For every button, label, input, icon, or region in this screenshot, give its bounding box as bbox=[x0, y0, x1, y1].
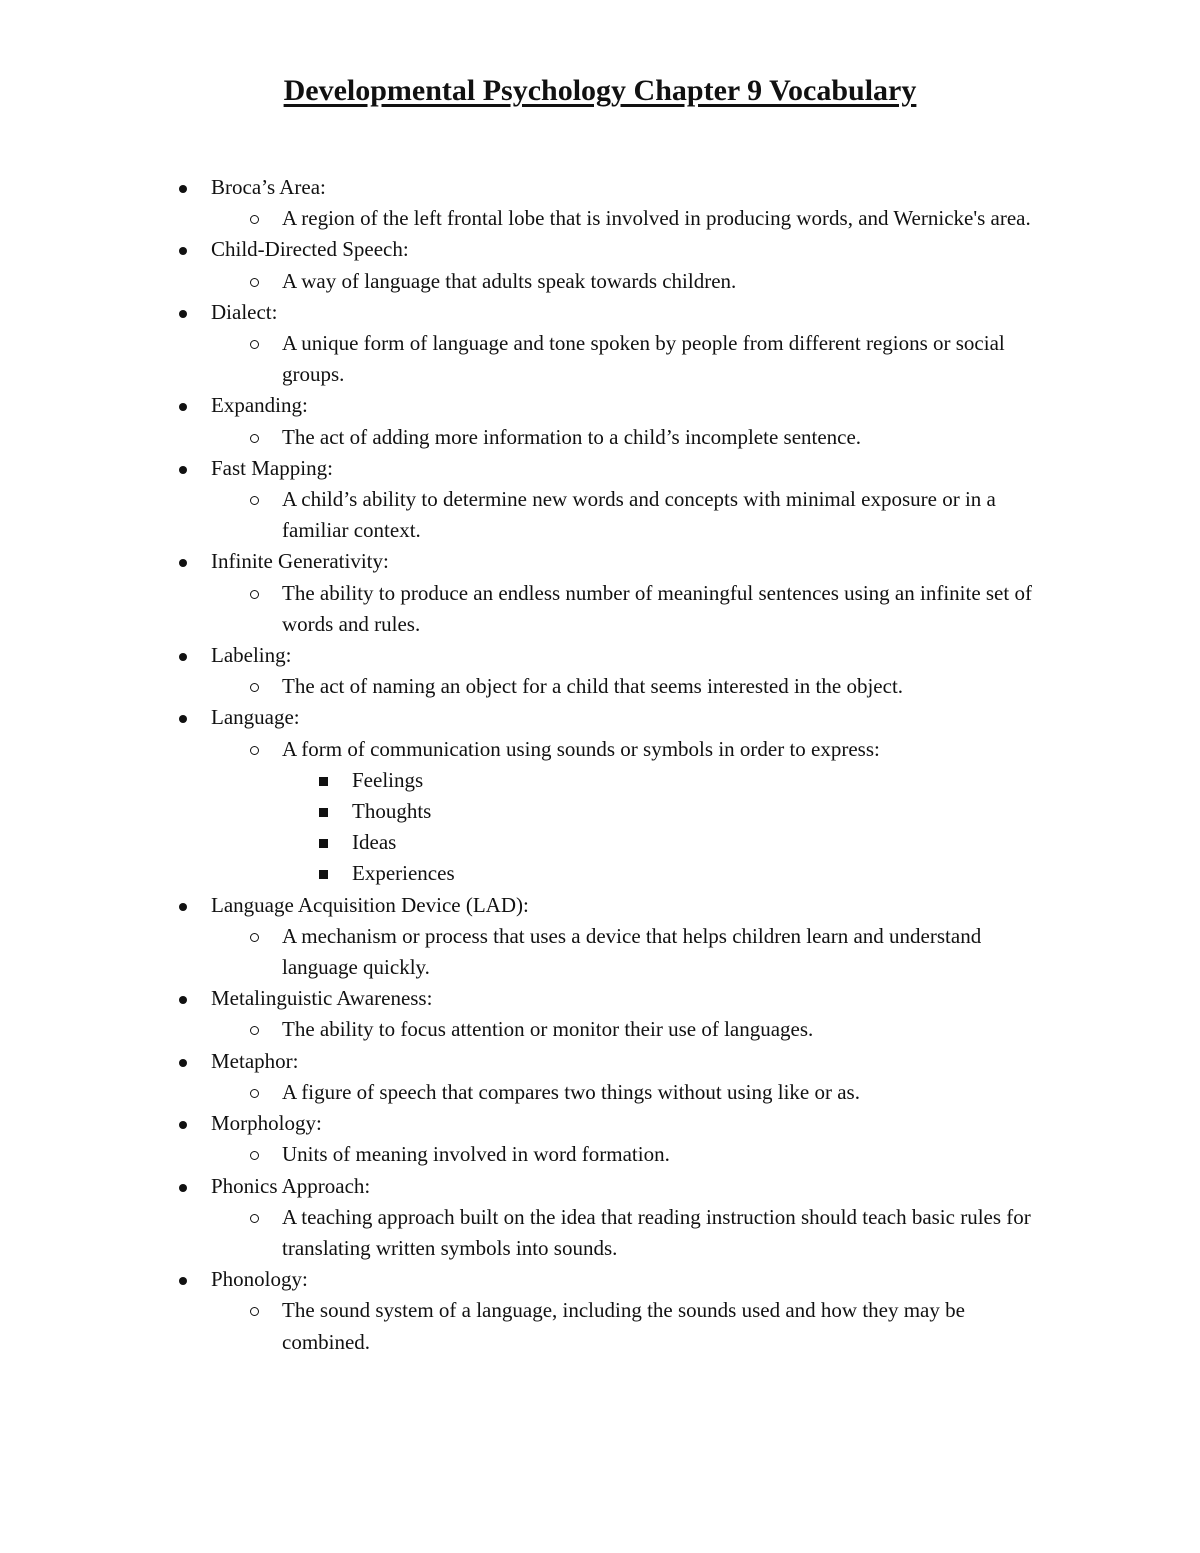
definition-item bbox=[0, 578, 1042, 640]
definition-text: The act of adding more information to a child’s incomplete sentence. bbox=[282, 424, 862, 449]
term-label: Fast Mapping: bbox=[211, 455, 333, 480]
bullet-icon bbox=[179, 903, 187, 911]
hollow-bullet-icon bbox=[250, 340, 259, 349]
sub-item bbox=[0, 827, 1042, 858]
list-item bbox=[0, 1171, 1200, 1265]
sub-item bbox=[0, 858, 1042, 889]
hollow-bullet-icon bbox=[250, 1151, 259, 1160]
definition-text: The ability to produce an endless number of meaningful sentences using an infinite set of words and rules. bbox=[282, 580, 1032, 636]
list-item bbox=[0, 1264, 1200, 1358]
bullet-icon bbox=[179, 1184, 187, 1192]
definition-item bbox=[0, 484, 1042, 546]
list-item bbox=[0, 234, 1200, 296]
bullet-icon bbox=[179, 403, 187, 411]
hollow-bullet-icon bbox=[250, 496, 259, 505]
list-item bbox=[0, 453, 1200, 547]
definition-text: The act of naming an object for a child that seems interested in the object. bbox=[282, 674, 904, 699]
definition-item bbox=[0, 1077, 1042, 1108]
list-item bbox=[0, 702, 1200, 889]
sub-item-text: Experiences bbox=[352, 861, 455, 886]
bullet-icon bbox=[179, 1277, 187, 1285]
term-label: Broca’s Area: bbox=[211, 175, 326, 199]
definition-text: A mechanism or process that uses a device that helps children learn and understand language quickly. bbox=[282, 923, 982, 980]
term-label: Infinite Generativity: bbox=[211, 549, 389, 574]
definition-text: The sound system of a language, including the sounds used and how they may be combined. bbox=[282, 1298, 965, 1354]
definition-item bbox=[0, 422, 1042, 453]
definition-item bbox=[0, 1014, 1042, 1045]
term-label: Dialect: bbox=[211, 299, 278, 324]
bullet-icon bbox=[179, 1121, 187, 1129]
hollow-bullet-icon bbox=[250, 215, 259, 224]
definition-text: A figure of speech that compares two things without using like or as. bbox=[282, 1079, 860, 1104]
term-label: Expanding: bbox=[211, 393, 308, 418]
term-label: Metaphor: bbox=[211, 1048, 299, 1073]
square-bullet-icon bbox=[319, 870, 328, 879]
bullet-icon bbox=[179, 653, 187, 661]
term-label: Labeling: bbox=[211, 643, 292, 668]
definition-text: A form of communication using sounds or symbols in order to express: bbox=[282, 736, 880, 761]
definition-text: Units of meaning involved in word formation. bbox=[282, 1142, 670, 1167]
sub-item bbox=[0, 765, 1042, 796]
term-label: Phonology: bbox=[211, 1267, 308, 1292]
definition-text: A child’s ability to determine new words and concepts with minimal exposure or in a familiar context. bbox=[282, 487, 996, 543]
definition-item bbox=[0, 734, 1042, 890]
list-item bbox=[0, 1108, 1200, 1170]
bullet-icon bbox=[179, 185, 187, 193]
list-item bbox=[0, 546, 1200, 640]
list-item bbox=[0, 983, 1200, 1045]
hollow-bullet-icon bbox=[250, 1089, 259, 1098]
definition-text: A teaching approach built on the idea that reading instruction should teach basic rules for translating written symbols into sounds. bbox=[282, 1204, 1031, 1260]
square-bullet-icon bbox=[319, 808, 328, 817]
definition-item bbox=[0, 1295, 1042, 1357]
square-bullet-icon bbox=[319, 839, 328, 848]
bullet-icon bbox=[179, 247, 187, 255]
term-label: Metalinguistic Awareness: bbox=[211, 986, 433, 1011]
square-bullet-icon bbox=[319, 777, 328, 786]
bullet-icon bbox=[179, 310, 187, 318]
definition-item bbox=[0, 1139, 1042, 1170]
hollow-bullet-icon bbox=[250, 1026, 259, 1035]
sub-item bbox=[0, 796, 1042, 827]
term-label: Child-Directed Speech: bbox=[211, 237, 409, 262]
term-label: Language Acquisition Device (LAD): bbox=[211, 892, 529, 917]
sub-item-text: Ideas bbox=[352, 830, 397, 855]
bullet-icon bbox=[179, 559, 187, 567]
definition-item bbox=[0, 671, 1042, 702]
hollow-bullet-icon bbox=[250, 683, 259, 692]
hollow-bullet-icon bbox=[250, 1307, 259, 1316]
list-item bbox=[0, 390, 1200, 452]
sub-item-text: Thoughts bbox=[352, 799, 432, 824]
definition-text: The ability to focus attention or monitor their use of languages. bbox=[282, 1017, 814, 1042]
hollow-bullet-icon bbox=[250, 278, 259, 287]
term-label: Morphology: bbox=[211, 1111, 322, 1136]
term-label: Language: bbox=[211, 705, 300, 730]
term-label: Phonics Approach: bbox=[211, 1173, 371, 1198]
definition-text: A unique form of language and tone spoken by people from different regions or social groups. bbox=[282, 331, 1005, 387]
list-item bbox=[0, 172, 1200, 234]
list-item bbox=[0, 297, 1200, 391]
bullet-icon bbox=[179, 715, 187, 723]
definition-item bbox=[0, 328, 1042, 390]
hollow-bullet-icon bbox=[250, 746, 259, 755]
list-item bbox=[0, 890, 1200, 984]
bullet-icon bbox=[179, 466, 187, 474]
definition-item bbox=[0, 203, 1042, 234]
hollow-bullet-icon bbox=[250, 434, 259, 443]
bullet-icon bbox=[179, 996, 187, 1004]
bullet-icon bbox=[179, 1059, 187, 1067]
vocabulary-list bbox=[0, 172, 1200, 1358]
definition-text: A region of the left frontal lobe that is involved in producing words, and Wernicke's area. bbox=[282, 206, 1031, 231]
list-item bbox=[0, 1046, 1200, 1108]
hollow-bullet-icon bbox=[250, 590, 259, 599]
definition-text: A way of language that adults speak towards children. bbox=[282, 268, 737, 293]
hollow-bullet-icon bbox=[250, 1214, 259, 1223]
hollow-bullet-icon bbox=[250, 933, 259, 942]
definition-item bbox=[0, 921, 1042, 983]
definition-item bbox=[0, 266, 1042, 297]
definition-item bbox=[0, 1202, 1042, 1264]
page-title: Developmental Psychology Chapter 9 Vocabulary bbox=[283, 74, 917, 107]
sub-item-text: Feelings bbox=[352, 767, 424, 792]
list-item bbox=[0, 640, 1200, 702]
